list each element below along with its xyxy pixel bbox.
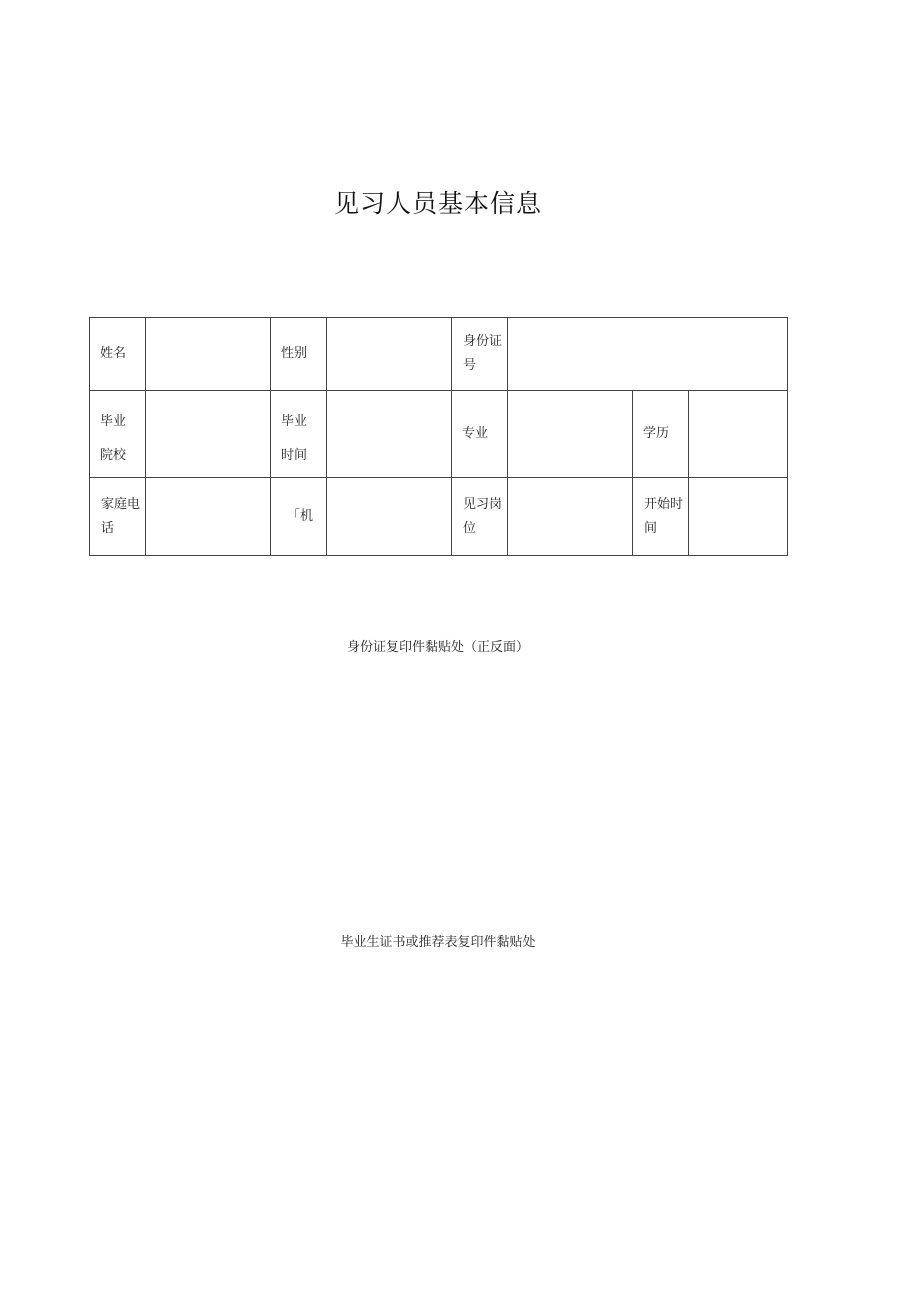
home-phone-label (90, 478, 146, 556)
school-value-cell[interactable] (146, 391, 271, 478)
mobile-value-cell[interactable] (327, 478, 452, 556)
grad-time-value-cell[interactable] (327, 391, 452, 478)
school-label-line1: 毕业 (100, 414, 127, 429)
grad-time-label (271, 391, 327, 478)
id-copy-paste-caption: 身份证复印件黏贴处（正反面） (346, 640, 529, 655)
mobile-label: 「机 (271, 478, 327, 556)
start-time-value-cell[interactable] (689, 478, 788, 556)
post-label (452, 478, 508, 556)
table-row (90, 391, 788, 478)
post-label-line1: 见习岗 (463, 496, 503, 512)
table-row (90, 318, 788, 391)
grad-time-label-line2: 时间 (281, 448, 308, 463)
home-phone-label-line2: 话 (101, 520, 115, 536)
home-phone-value-cell[interactable] (146, 478, 271, 556)
grad-time-label-line1: 毕业 (281, 414, 308, 429)
post-label-line2: 位 (463, 520, 477, 536)
major-label: 专业 (452, 391, 508, 478)
home-phone-label-line1: 家庭电 (101, 496, 141, 512)
info-table (89, 317, 788, 556)
start-time-label-line2: 间 (644, 520, 658, 536)
id-number-label-line1: 身份证 (463, 334, 503, 349)
id-number-label-line2: 号 (463, 358, 477, 373)
name-value-cell[interactable] (146, 318, 271, 391)
school-label-line2: 院校 (100, 448, 127, 463)
education-label: 学历 (633, 391, 689, 478)
education-value-cell[interactable] (689, 391, 788, 478)
id-number-value-cell[interactable] (508, 318, 788, 391)
start-time-label-line1: 开始时 (644, 496, 684, 512)
id-number-label (452, 318, 508, 391)
gender-label: 性别 (271, 318, 327, 391)
gender-value-cell[interactable] (327, 318, 452, 391)
start-time-label (633, 478, 689, 556)
name-label: 姓名 (90, 318, 146, 391)
post-value-cell[interactable] (508, 478, 633, 556)
school-label (90, 391, 146, 478)
major-value-cell[interactable] (508, 391, 633, 478)
table-row (90, 478, 788, 556)
grad-copy-paste-caption: 毕业生证书或推荐表复印件黏贴处 (340, 935, 536, 950)
page-title: 见习人员基本信息 (333, 189, 542, 218)
